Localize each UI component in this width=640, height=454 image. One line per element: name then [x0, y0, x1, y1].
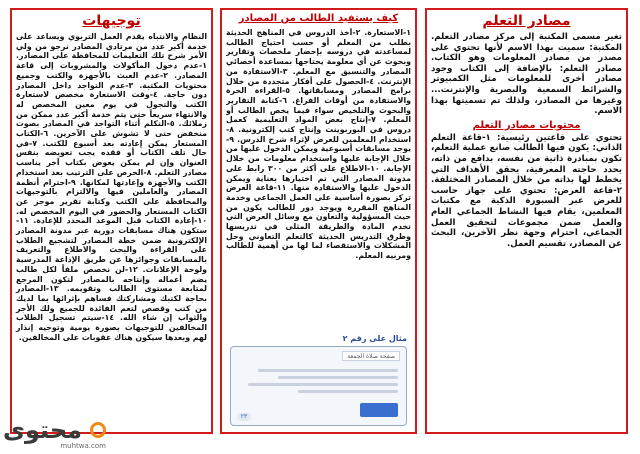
benefits-title: كيف يستفيد الطالب من المصادر	[238, 13, 399, 24]
logo-circle-icon	[90, 422, 106, 438]
benefits-text: ١-الاستعارة. ٢-أخذ الدروس في المناهج الحديثة بطلب من المعلم أو حسب احتياج الطالب لمساعدته في دروسه بإحضار ملخصات وتقارير وبحوث عن أي معلومة يحتاجها بمساعدة أخصائي المصادر والتنسيق مع المعلم. ٣-الاستفادة من الإنترنت. ٤-الحصول على أفكار متجددة من خلال برامج المصادر ومسابقاتها. ٥-القراءة الحرة والاستفادة من أوقات الفراغ. ٦-كتابة التقارير والبحوث والتلخيص سواء فيما يخص الطالب أو المعلم. ٧-إنتاج بعض المواد التعليمية كعمل دروس في البوربوينت وإنتاج كتب إلكترونية. ٨-استخدام المعلمين للعرض لإثراء شرح الدرس. ٩-يوجد مسابقات أسبوعية ويمكن الدخول عليها من خلال الإجابة عليها واستخدام معلومات من خلال الإجابة. ١٠-الاطلاع على أكثر من ٣٠٠ رابط على مدونة المصادر التي تم اختيارها بعناية ويمكن الدخول عليها والاستفادة منها. ١١-قاعة العرض تركز بصورة أساسية على العمل الجماعي وخدمة المناهج المقررة ويوجد دور للطالب يكون من حيث المسؤولية والتعاون مع وسائل العرض التي تخدم المادة والطريقة المثلى في تدريسها وطرق التدريس الحديثة كالتعلم التعاوني وحل المشكلات والاستقصاء لما لها من أهمية للطالب ومربيه المعلم.	[226, 28, 411, 261]
logo-domain: muhtwa.com	[60, 442, 106, 450]
example-tab: صفحة صلاة الجمعة	[342, 351, 400, 361]
example-text-line	[248, 383, 398, 386]
benefits-panel	[220, 8, 417, 434]
example-text-line	[278, 376, 398, 379]
example-text-line	[298, 390, 398, 393]
learning-resources-text: تغير مسمى المكتبة إلى مركز مصادر التعلم. المكتبة: سميت بهذا الاسم لأنها تحتوي على مصدر من مصادر المعلومات وهو الكتاب. مصادر التعلم: بالإضافة إلى الكتاب وجود مصادر أخرى للمعلومات مثل الكمبيوتر والشرائط السمعية والبصرية والإنترنت... وغيرها من المصادر، ولذلك تم تسميتها بهذا الاسم.	[431, 32, 622, 117]
guidelines-text: النظام والانتباه يقدم العمل التربوي ويساعد على خدمة أكبر عدد من مرتادي المصادر نرجو من ولي الأمر شرح تلك التعليمات للمحافظة على المصادر. ١-عدم دخول المأكولات والمشروبات إلى قاعة المصادر. ٢-عدم العبث بالأجهزة والكتب وجميع محتويات المكتبة. ٣-عدم التواجد داخل المصادر دون حاجة. ٤-وقت الاستعارة مخصص لاستعارة الكتب والتجول في يوم معين المخصص له والانتهاء سريعاً حتى يتم خدمة أكبر عدد ممكن من زملائك. ٥-التكلم أثناء التواجد في المصادر بصوت منخفض حتى لا تشوش على الآخرين. ٦-الكتاب المستعار يمكن إعادته بعد أسبوع للكتب. ٧-في حال تلف الكتاب أو فقده يجب تعويضه بنفس العنوان وإن لم يمكن يعوض بكتاب آخر يناسب مصادر التعلم. ٨-الحرص على الترتيب بعد استخدام الكتب والأجهزة وإعادتها لمكانها. ٩-احترام أنظمة المصادر والعاملين فيها والالتزام بالتوجيهات والمحافظة على الكتب وكتابة تقرير موجز عن الكتاب المستعار والحضور في اليوم المخصص له. ١٠-إعادة الكتاب قبل الموعد المحدد للإعادة. ١١-ستكون هناك مسابقات دورية عبر مدونة المصادر الإلكترونية ضمن خطة المصادر لتشجيع الطلاب على القراءة والبحث والاطلاع والتعريف بالمسابقات وجوائزها عن طريق الإذاعة المدرسية ولوحة الإعلانات. ١٢-لن نخصص ملفاً لكل طالب يضم أعماله وإنتاجه بالمصادر لتكون المرجع لمتابعة مستوى الطالب وتقويمه. ١٣-المصادر بحاجة لكتبك ومشاركتك فساهم بإثرائها بما لديك من كتب وقصص لتعم الفائدة للجميع ولك الأجر والثواب إن شاء الله. ١٤-سيتم تسجيل الطلاب المخالفين للتوجيهات بصورة يومية وتوجيه إنذار لهم وبعدها سيكون هناك عقوبات على المخالفين.	[16, 32, 208, 342]
example-label: مثال على رقم ٢	[342, 334, 407, 343]
site-logo	[3, 416, 112, 450]
guidelines-title: توجيهات	[82, 13, 141, 29]
example-page-number: ٢٣	[237, 413, 251, 421]
learning-resources-title: مصادر التعلم	[482, 13, 571, 29]
contents-text: تحتوي على قاعتين رئيسية: ١-قاعة التعلم الذاتي: يكون فيها الطالب صانع عملية التعلم، تكون بمبادرة ذاتية من نفسه، بدافع من ذاته، يحدد حاجته المعرفية، يحقق الأهداف التي يخطط لها بذاته من خلال المصادر المختلفة. ٢-قاعة العرض: تحتوي على جهاز حاسب للعرض عبر السبورة الذكية مع مكتبات المعلمين، يقام فيها النشاط الجماعي العام والعمل ضمن مجموعات لتحقيق العمل الجماعي، احترام وجهة نظر الآخرين، البحث عن المصادر، تقسيم العمل.	[431, 132, 622, 249]
guidelines-panel	[10, 8, 213, 434]
contents-subtitle: محتويات مصادر التعلم	[472, 119, 581, 131]
logo-word: محتوى	[3, 416, 82, 444]
example-text-line	[258, 369, 398, 372]
learning-resources-panel	[425, 8, 628, 434]
example-screenshot	[230, 346, 407, 426]
example-button-shape	[360, 403, 398, 417]
